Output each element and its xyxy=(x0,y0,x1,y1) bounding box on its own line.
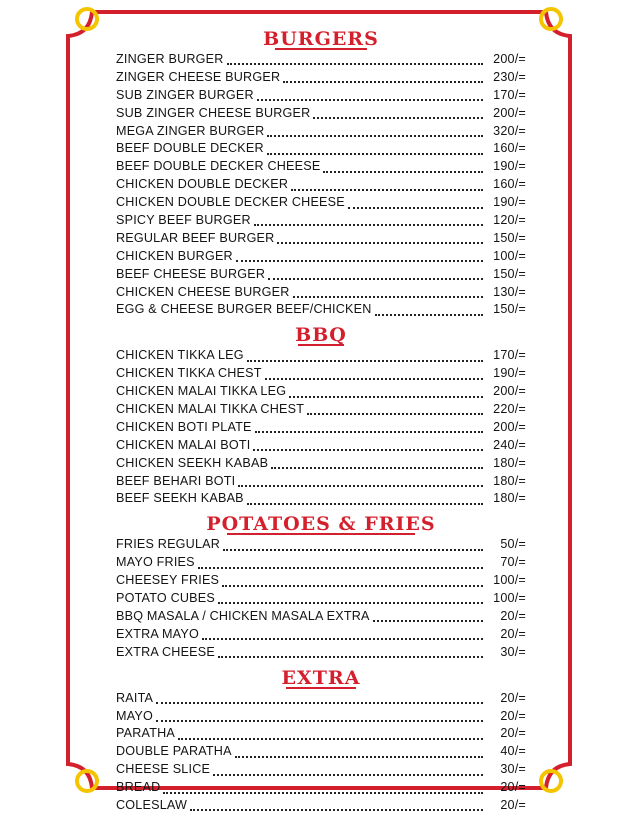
menu-item xyxy=(116,708,526,726)
dot-leader xyxy=(235,747,483,758)
section-title-text: BURGERS xyxy=(263,28,379,50)
item-name: CHICKEN MALAI BOTI xyxy=(116,437,251,452)
menu-item xyxy=(116,69,526,87)
item-price: 190/= xyxy=(493,159,526,174)
corner-ring-top-left-icon xyxy=(74,6,100,32)
item-price: 70/= xyxy=(500,555,526,570)
item-price: 30/= xyxy=(500,762,526,777)
menu-item xyxy=(116,266,526,284)
item-price: 160/= xyxy=(493,141,526,156)
menu-item xyxy=(116,743,526,761)
item-name: CHICKEN TIKKA CHEST xyxy=(116,366,262,381)
item-price: 20/= xyxy=(500,726,526,741)
item-name: CHICKEN CHEESE BURGER xyxy=(116,284,290,299)
dot-leader xyxy=(268,269,483,280)
menu-item xyxy=(116,158,526,176)
menu-item xyxy=(116,365,526,383)
item-price: 20/= xyxy=(500,708,526,723)
dot-leader xyxy=(267,144,483,155)
dot-leader xyxy=(227,54,483,65)
item-price: 180/= xyxy=(493,455,526,470)
dot-leader xyxy=(267,126,483,137)
dot-leader xyxy=(247,351,483,362)
item-price: 120/= xyxy=(493,213,526,228)
item-name: EGG & CHEESE BURGER BEEF/CHICKEN xyxy=(116,302,372,317)
item-price: 190/= xyxy=(493,366,526,381)
item-price: 200/= xyxy=(493,105,526,120)
section-title-text: POTATOES & FRIES xyxy=(206,513,436,536)
dot-leader xyxy=(156,693,483,704)
menu-item xyxy=(116,212,526,230)
item-name: BEEF DOUBLE DECKER CHEESE xyxy=(116,159,321,174)
item-price: 230/= xyxy=(493,69,526,84)
item-name: EXTRA MAYO xyxy=(116,626,199,641)
item-name: REGULAR BEEF BURGER xyxy=(116,230,275,245)
item-price: 100/= xyxy=(493,591,526,606)
item-name: BEEF CHEESE BURGER xyxy=(116,266,266,281)
item-price: 20/= xyxy=(500,690,526,705)
item-price: 180/= xyxy=(493,491,526,506)
dot-leader xyxy=(255,422,483,433)
item-name: CHICKEN MALAI TIKKA LEG xyxy=(116,384,287,399)
menu-item xyxy=(116,437,526,455)
corner-ring-top-right-icon xyxy=(538,6,564,32)
dot-leader xyxy=(283,72,483,83)
item-name: CHICKEN DOUBLE DECKER xyxy=(116,177,289,192)
item-name: FRIES REGULAR xyxy=(116,537,221,552)
item-price: 220/= xyxy=(493,402,526,417)
dot-leader xyxy=(291,180,483,191)
dot-leader xyxy=(265,369,483,380)
item-name: BREAD xyxy=(116,780,161,795)
dot-leader xyxy=(254,215,483,226)
menu-item xyxy=(116,779,526,797)
menu-item xyxy=(116,419,526,437)
menu-item xyxy=(116,554,526,572)
item-price: 30/= xyxy=(500,644,526,659)
section-title xyxy=(116,27,526,51)
menu-item xyxy=(116,248,526,266)
item-name: CHICKEN MALAI TIKKA CHEST xyxy=(116,402,305,417)
item-name: EXTRA CHEESE xyxy=(116,644,215,659)
dot-leader xyxy=(375,305,483,316)
menu-item xyxy=(116,761,526,779)
dot-leader xyxy=(218,593,483,604)
section-extra xyxy=(116,666,526,815)
item-name: CHEESE SLICE xyxy=(116,762,211,777)
section-title xyxy=(116,323,526,347)
item-price: 200/= xyxy=(493,419,526,434)
item-name: MAYO FRIES xyxy=(116,555,195,570)
item-name: POTATO CUBES xyxy=(116,591,215,606)
item-name: CHICKEN BURGER xyxy=(116,248,233,263)
item-name: MAYO xyxy=(116,708,153,723)
section-bbq xyxy=(116,323,526,508)
dot-leader xyxy=(178,729,483,740)
dot-leader xyxy=(222,576,483,587)
menu-item xyxy=(116,123,526,141)
dot-leader xyxy=(271,458,483,469)
menu-item xyxy=(116,572,526,590)
item-price: 100/= xyxy=(493,573,526,588)
item-price: 50/= xyxy=(500,537,526,552)
dot-leader xyxy=(236,251,483,262)
item-name: RAITA xyxy=(116,690,154,705)
menu-item xyxy=(116,401,526,419)
item-name: CHEESEY FRIES xyxy=(116,573,220,588)
menu-item xyxy=(116,230,526,248)
item-name: CHICKEN TIKKA LEG xyxy=(116,348,244,363)
menu-item xyxy=(116,626,526,644)
menu-item xyxy=(116,194,526,212)
section-title xyxy=(116,666,526,690)
menu-item xyxy=(116,590,526,608)
item-price: 20/= xyxy=(500,608,526,623)
item-price: 170/= xyxy=(493,348,526,363)
dot-leader xyxy=(313,108,483,119)
dot-leader xyxy=(257,90,483,101)
item-price: 190/= xyxy=(493,195,526,210)
dot-leader xyxy=(238,476,483,487)
dot-leader xyxy=(307,404,483,415)
dot-leader xyxy=(156,711,483,722)
section-title-text: BBQ xyxy=(295,324,347,347)
menu-item xyxy=(116,536,526,554)
item-price: 20/= xyxy=(500,780,526,795)
item-price: 320/= xyxy=(493,123,526,138)
dot-leader xyxy=(323,162,483,173)
dot-leader xyxy=(190,800,483,811)
dot-leader xyxy=(348,198,483,209)
item-price: 200/= xyxy=(493,384,526,399)
item-price: 180/= xyxy=(493,473,526,488)
menu-item xyxy=(116,725,526,743)
dot-leader xyxy=(253,440,483,451)
item-name: BEEF SEEKH KABAB xyxy=(116,491,244,506)
dot-leader xyxy=(198,558,483,569)
dot-leader xyxy=(223,540,483,551)
section-burgers xyxy=(116,27,526,319)
item-name: CHICKEN SEEKH KABAB xyxy=(116,455,269,470)
corner-ring-bottom-right-icon xyxy=(538,768,564,794)
item-name: COLESLAW xyxy=(116,797,188,812)
dot-leader xyxy=(373,611,483,622)
item-price: 20/= xyxy=(500,797,526,812)
menu-item xyxy=(116,140,526,158)
menu-item xyxy=(116,490,526,508)
item-price: 160/= xyxy=(493,177,526,192)
menu-item xyxy=(116,51,526,69)
dot-leader xyxy=(218,647,483,658)
item-price: 150/= xyxy=(493,302,526,317)
dot-leader xyxy=(293,287,483,298)
section-potatoes-fries xyxy=(116,512,526,661)
item-name: ZINGER CHEESE BURGER xyxy=(116,69,281,84)
item-price: 150/= xyxy=(493,230,526,245)
menu-item xyxy=(116,455,526,473)
menu-item xyxy=(116,105,526,123)
item-price: 20/= xyxy=(500,626,526,641)
menu-item xyxy=(116,176,526,194)
item-price: 130/= xyxy=(493,284,526,299)
menu-item xyxy=(116,690,526,708)
item-price: 200/= xyxy=(493,52,526,66)
menu-item xyxy=(116,301,526,319)
item-name: BEEF DOUBLE DECKER xyxy=(116,141,264,156)
dot-leader xyxy=(163,783,483,794)
section-title-text: EXTRA xyxy=(281,666,361,689)
item-price: 100/= xyxy=(493,248,526,263)
menu-list xyxy=(116,27,526,815)
menu-item xyxy=(116,473,526,491)
item-name: PARATHA xyxy=(116,726,176,741)
item-price: 170/= xyxy=(493,87,526,102)
item-price: 240/= xyxy=(493,437,526,452)
menu-item xyxy=(116,608,526,626)
item-name: CHICKEN DOUBLE DECKER CHEESE xyxy=(116,195,345,210)
dot-leader xyxy=(247,494,483,505)
item-name: MEGA ZINGER BURGER xyxy=(116,123,265,138)
menu-item xyxy=(116,644,526,662)
item-name: CHICKEN BOTI PLATE xyxy=(116,419,252,434)
item-name: SUB ZINGER CHEESE BURGER xyxy=(116,105,311,120)
dot-leader xyxy=(289,387,483,398)
section-title xyxy=(116,512,526,536)
dot-leader xyxy=(277,233,483,244)
menu-item xyxy=(116,347,526,365)
item-name: BBQ MASALA / CHICKEN MASALA EXTRA xyxy=(116,608,370,623)
item-price: 40/= xyxy=(500,744,526,759)
menu-item xyxy=(116,383,526,401)
dot-leader xyxy=(213,765,483,776)
item-name: SUB ZINGER BURGER xyxy=(116,87,254,102)
menu-item xyxy=(116,87,526,105)
corner-ring-bottom-left-icon xyxy=(74,768,100,794)
item-price: 150/= xyxy=(493,266,526,281)
menu-item xyxy=(116,284,526,302)
item-name: DOUBLE PARATHA xyxy=(116,744,232,759)
item-name: SPICY BEEF BURGER xyxy=(116,213,251,228)
item-name: BEEF BEHARI BOTI xyxy=(116,473,236,488)
item-name: ZINGER BURGER xyxy=(116,52,224,66)
dot-leader xyxy=(202,629,483,640)
